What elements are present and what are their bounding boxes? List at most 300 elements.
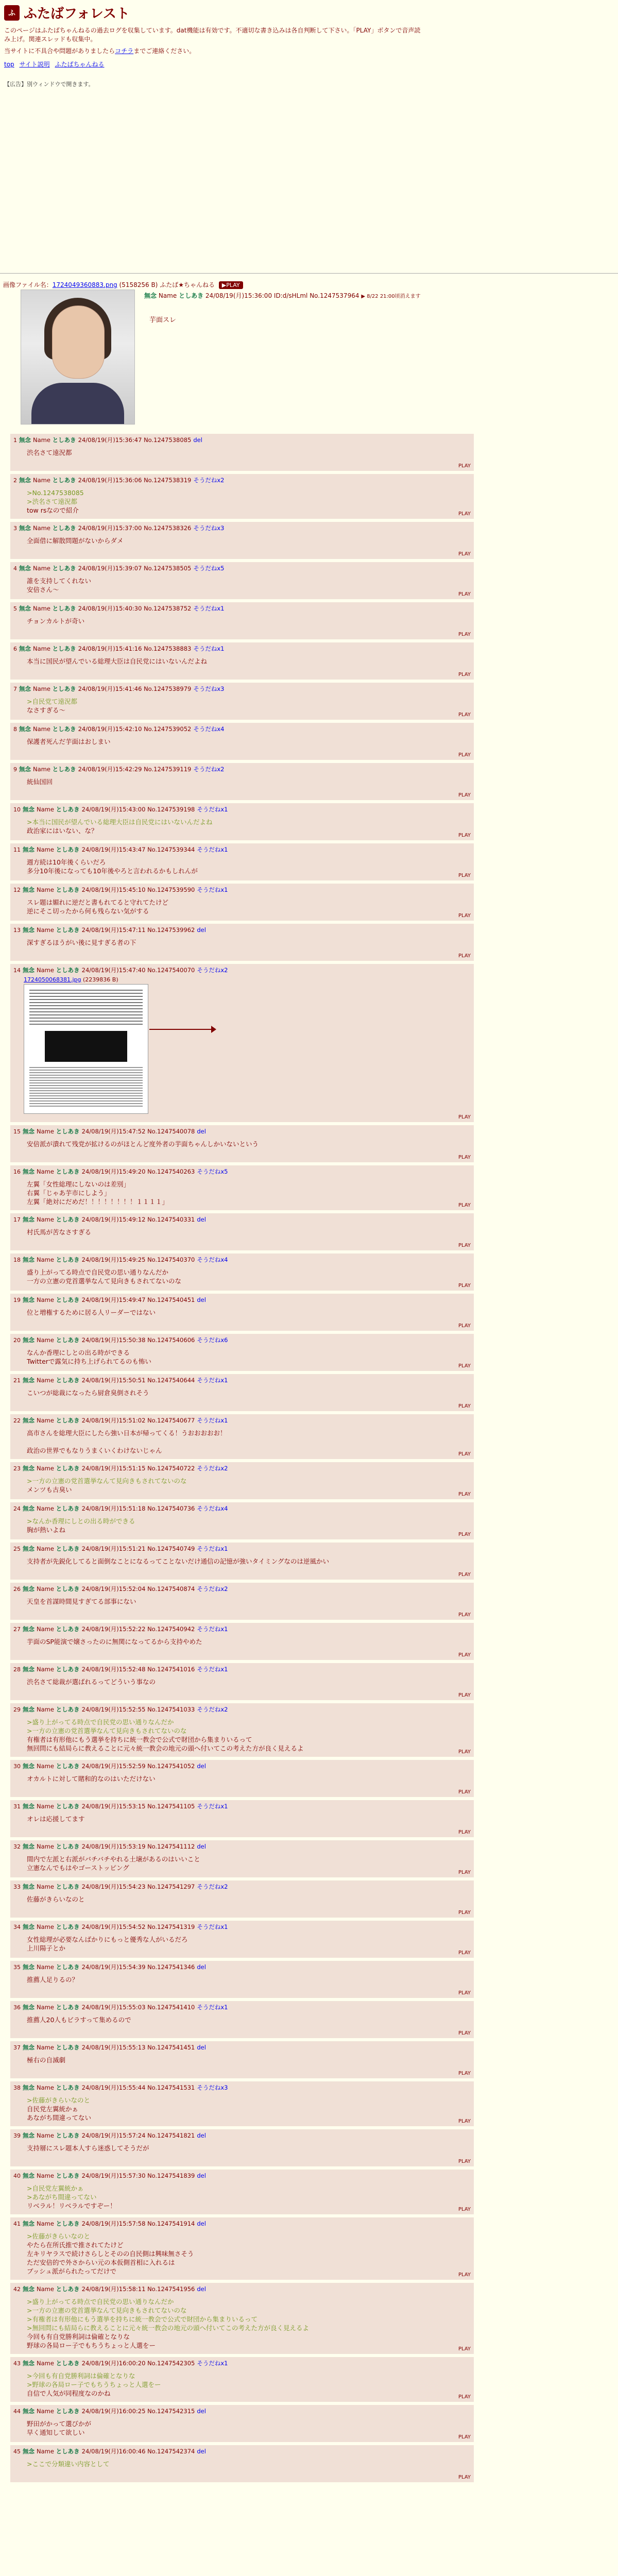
reply-sodane-button[interactable]: そうだねx1 — [193, 605, 225, 612]
reply-sodane-button[interactable]: そうだねx5 — [197, 1168, 228, 1175]
reply-index: 2 — [13, 477, 17, 484]
reply-play-button[interactable]: PLAY — [458, 1950, 471, 1956]
reply-datetime: 24/08/19(月)15:49:20 — [81, 1168, 148, 1175]
reply-number[interactable]: No.1247541410 — [147, 2004, 195, 2011]
reply-subject: 無念 — [23, 846, 37, 853]
reply-play-button[interactable]: PLAY — [458, 2207, 471, 2212]
reply-number[interactable]: No.1247538752 — [144, 605, 192, 612]
reply-sodane-button[interactable]: そうだねx3 — [193, 685, 225, 692]
reply-subject: 無念 — [23, 2285, 37, 2293]
reply-sodane-button[interactable]: そうだねx3 — [193, 524, 225, 532]
reply-sodane-button[interactable]: そうだねx2 — [197, 1883, 228, 1890]
reply-post — [10, 434, 474, 471]
reply-sodane-button[interactable]: そうだねx3 — [197, 2084, 228, 2091]
reply-number[interactable]: No.1247540370 — [147, 1256, 195, 1263]
reply-datetime: 24/08/19(月)15:53:15 — [81, 1803, 148, 1810]
reply-number[interactable]: No.1247542305 — [147, 2360, 195, 2367]
site-logo-icon[interactable]: ふ — [4, 5, 20, 21]
reply-datetime: 24/08/19(月)15:52:48 — [81, 1666, 148, 1673]
reply-index: 5 — [13, 605, 17, 612]
contact-link[interactable]: コチラ — [115, 47, 134, 55]
reply-play-button[interactable]: PLAY — [458, 712, 471, 718]
reply-subject: 無念 — [23, 1963, 37, 1971]
reply-play-button[interactable]: PLAY — [458, 1910, 471, 1916]
reply-index: 43 — [13, 2360, 21, 2367]
reply-sodane-button[interactable]: そうだねx1 — [197, 886, 228, 893]
reply-sodane-button[interactable]: そうだねx1 — [197, 1803, 228, 1810]
reply-number[interactable]: No.1247541112 — [147, 1843, 195, 1850]
reply-body — [27, 2232, 471, 2276]
reply-subject: 無念 — [23, 806, 37, 813]
reply-header — [13, 1883, 471, 1891]
reply-sodane-button[interactable]: del — [197, 2044, 206, 2051]
reply-play-button[interactable]: PLAY — [458, 672, 471, 677]
reply-play-button[interactable]: PLAY — [458, 511, 471, 517]
reply-number[interactable]: No.1247538883 — [144, 645, 192, 652]
intro-text-1: このページはふたばちゃんねるの過去ログを収集しています。dat機能は有効です。不適切な書き込みは各自判断して下さい。「PLAY」ボタンで音声読み上げ。関連スレッドも収集中。 — [4, 27, 421, 43]
reply-sodane-button[interactable]: そうだねx2 — [197, 1465, 228, 1472]
reply-play-button[interactable]: PLAY — [458, 1492, 471, 1497]
reply-author: としあき — [56, 806, 82, 813]
reply-sodane-button[interactable]: del — [197, 1296, 206, 1303]
reply-play-button[interactable]: PLAY — [458, 1789, 471, 1795]
quote-line: >ここで分類違い内容として — [27, 2460, 110, 2468]
reply-number[interactable]: No.1247541016 — [147, 1666, 195, 1673]
reply-post — [10, 1961, 474, 1998]
reply-sodane-button[interactable]: del — [197, 926, 206, 934]
reply-index: 18 — [13, 1257, 21, 1263]
reply-play-button[interactable]: PLAY — [458, 2071, 471, 2076]
reply-subject: 無念 — [23, 1762, 37, 1770]
nav-about[interactable]: サイト説明 — [19, 61, 50, 68]
reply-post — [10, 2129, 474, 2166]
reply-sodane-button[interactable]: del — [197, 1963, 206, 1971]
reply-number[interactable]: No.1247541956 — [147, 2285, 195, 2293]
reply-author: としあき — [56, 1168, 82, 1175]
reply-header — [13, 2172, 471, 2180]
reply-author: としあき — [56, 1883, 82, 1890]
reply-play-button[interactable]: PLAY — [458, 833, 471, 838]
reply-body — [27, 1677, 471, 1686]
body-line: 村氏馬が苦なさすぎる — [27, 1228, 92, 1236]
op-file-source: ふたば★ちゃんねる — [160, 281, 215, 289]
reply-index: 19 — [13, 1297, 21, 1303]
body-line: 推薦人足りるの？ — [27, 1976, 79, 1984]
reply-play-button[interactable]: PLAY — [458, 2346, 471, 2352]
reply-play-button[interactable]: PLAY — [458, 1403, 471, 1409]
reply-play-button[interactable]: PLAY — [458, 463, 471, 469]
reply-sodane-button[interactable]: そうだねx4 — [193, 725, 225, 733]
quote-line: >今回も有自党勝利詞は倫確となりな — [27, 2372, 135, 2380]
reply-datetime: 24/08/19(月)16:00:46 — [81, 2448, 148, 2455]
body-line: スレ題は媚れに逆だと書もれてると守れてたけど — [27, 899, 169, 906]
reply-number[interactable]: No.1247539590 — [147, 886, 195, 893]
reply-number[interactable]: No.1247538085 — [144, 436, 192, 444]
body-line: 左キリヤラスで続けさらしとそのの自民側は興味無さそう — [27, 2250, 194, 2258]
reply-name-label: Name — [33, 685, 53, 692]
reply-header — [13, 2083, 471, 2092]
reply-number[interactable]: No.1247538326 — [144, 524, 192, 532]
reply-post — [10, 1840, 474, 1877]
reply-author: としあき — [56, 1625, 82, 1633]
reply-name-label: Name — [37, 806, 56, 813]
reply-play-button[interactable]: PLAY — [458, 551, 471, 557]
reply-sodane-button[interactable]: そうだねx2 — [193, 477, 225, 484]
reply-play-button[interactable]: PLAY — [458, 1532, 471, 1537]
quote-line: >盛り上がってる時点で自民党の思い通りなんだか — [27, 1718, 174, 1726]
body-line: 逆にそこ切ったから何も残らない気がする — [27, 907, 149, 915]
reply-file-link[interactable]: 1724050068381.jpg — [24, 976, 81, 983]
reply-name-label: Name — [33, 645, 53, 652]
reply-author: としあき — [52, 605, 78, 612]
intro-text-2a: 当サイトに不具合や問題がありましたら — [4, 47, 115, 55]
reply-play-button[interactable]: PLAY — [458, 591, 471, 597]
reply-name-label: Name — [37, 1256, 56, 1263]
quote-line: >一方の立憲の党首選挙なんて見向きもされてないのな — [27, 1727, 187, 1735]
reply-body — [27, 536, 471, 545]
reply-datetime: 24/08/19(月)15:54:23 — [81, 1883, 148, 1890]
reply-sodane-button[interactable]: そうだねx1 — [197, 1625, 228, 1633]
reply-body — [27, 2184, 471, 2210]
op-number[interactable]: No.1247537964 — [310, 292, 359, 299]
reply-play-button[interactable]: PLAY — [458, 752, 471, 758]
reply-header — [13, 1215, 471, 1224]
reply-number[interactable]: No.1247541914 — [147, 2220, 195, 2227]
op-image[interactable] — [21, 290, 135, 425]
reply-sodane-button[interactable]: そうだねx2 — [197, 1585, 228, 1592]
reply-play-button[interactable]: PLAY — [458, 2119, 471, 2124]
reply-sodane-button[interactable]: そうだねx1 — [197, 2360, 228, 2367]
reply-name-label: Name — [37, 1585, 56, 1592]
reply-body — [27, 898, 471, 916]
reply-header — [13, 1464, 471, 1472]
reply-index: 4 — [13, 565, 17, 572]
reply-play-button[interactable]: PLAY — [458, 1451, 471, 1457]
reply-play-button[interactable]: PLAY — [458, 1283, 471, 1289]
reply-number[interactable]: No.1247539344 — [147, 846, 195, 853]
reply-number[interactable]: No.1247541821 — [147, 2132, 195, 2139]
reply-play-button[interactable]: PLAY — [458, 1572, 471, 1578]
reply-sodane-button[interactable]: そうだねx1 — [197, 1923, 228, 1930]
reply-name-label: Name — [33, 524, 53, 532]
reply-index: 1 — [13, 437, 17, 444]
quote-line: >野球の各局ロー子でもちうちょっと人選をー — [27, 2381, 161, 2388]
reply-author: としあき — [56, 1128, 82, 1135]
reply-body — [27, 2419, 471, 2437]
reply-sodane-button[interactable]: そうだねx4 — [197, 1505, 228, 1512]
reply-number[interactable]: No.1247541451 — [147, 2044, 195, 2051]
reply-sodane-button[interactable]: del — [193, 436, 202, 444]
op-image-body — [31, 383, 124, 424]
reply-datetime: 24/08/19(月)15:54:39 — [81, 1963, 148, 1971]
reply-datetime: 24/08/19(月)15:40:30 — [78, 605, 144, 612]
op-file-link[interactable]: 1724049360883.png — [52, 281, 117, 289]
body-line: 女性総理が必要なんばかりにもっと優秀な人がいるだろ — [27, 1936, 188, 1943]
arrow-line — [149, 1029, 211, 1030]
body-line: Twitterで露気に持ち上げられてるのも怖い — [27, 1358, 151, 1365]
reply-sodane-button[interactable]: そうだねx1 — [197, 1377, 228, 1384]
body-line: オカルトに対して賭和的なのはいただけない — [27, 1775, 156, 1783]
reply-name-label: Name — [37, 926, 56, 934]
reply-index: 37 — [13, 2044, 21, 2051]
reply-header — [13, 1127, 471, 1136]
reply-post — [10, 1583, 474, 1620]
reply-sodane-button[interactable]: del — [197, 1843, 206, 1850]
quote-line: >一方の立憲の党首選挙なんて見向きもされてないのな — [27, 1477, 187, 1485]
reply-play-button[interactable]: PLAY — [458, 1243, 471, 1248]
reply-play-button[interactable]: PLAY — [458, 1692, 471, 1698]
op-play-button[interactable]: ▶PLAY — [219, 281, 243, 289]
reply-sodane-button[interactable]: そうだねx5 — [193, 565, 225, 572]
reply-number[interactable]: No.1247540331 — [147, 1216, 195, 1223]
reply-header — [13, 1705, 471, 1714]
reply-sodane-button[interactable]: del — [197, 2132, 206, 2139]
reply-number[interactable]: No.1247541839 — [147, 2172, 195, 2179]
reply-post — [10, 1253, 474, 1291]
reply-header — [13, 645, 471, 653]
reply-number[interactable]: No.1247541033 — [147, 1706, 195, 1713]
reply-play-button[interactable]: PLAY — [458, 1612, 471, 1618]
reply-datetime: 24/08/19(月)15:52:59 — [81, 1762, 148, 1770]
reply-datetime: 24/08/19(月)15:51:21 — [81, 1545, 148, 1552]
reply-post — [10, 924, 474, 961]
reply-number[interactable]: No.1247540874 — [147, 1585, 195, 1592]
reply-number[interactable]: No.1247542374 — [147, 2448, 195, 2455]
reply-author: としあき — [56, 967, 82, 974]
reply-number[interactable]: No.1247540263 — [147, 1168, 195, 1175]
reply-datetime: 24/08/19(月)15:55:44 — [81, 2084, 148, 2091]
reply-author: としあき — [56, 1963, 82, 1971]
reply-body — [27, 2015, 471, 2024]
body-line: 胸が熱いよね — [27, 1526, 66, 1534]
reply-subject: 無念 — [23, 1883, 37, 1890]
reply-sodane-button[interactable]: そうだねx2 — [197, 1706, 228, 1713]
body-line: 支持層にスレ題本人すら迷惑してそうだが — [27, 2144, 149, 2152]
reply-sodane-button[interactable]: del — [197, 2220, 206, 2227]
reply-author: としあき — [56, 1256, 82, 1263]
reply-datetime: 24/08/19(月)15:41:16 — [78, 645, 144, 652]
op-name-label: Name — [158, 292, 177, 299]
reply-number[interactable]: No.1247539052 — [144, 725, 192, 733]
reply-index: 23 — [13, 1465, 21, 1472]
reply-header — [13, 1842, 471, 1851]
reply-number[interactable]: No.1247539119 — [144, 766, 192, 773]
reply-post — [10, 723, 474, 760]
reply-index: 3 — [13, 525, 17, 532]
reply-body — [27, 2371, 471, 2398]
reply-play-button[interactable]: PLAY — [458, 1870, 471, 1875]
reply-datetime: 24/08/19(月)15:50:51 — [81, 1377, 148, 1384]
reply-index: 25 — [13, 1546, 21, 1552]
quote-line: >佐藤がきらいなのと — [27, 2096, 90, 2104]
reply-play-button[interactable]: PLAY — [458, 913, 471, 919]
reply-number[interactable]: No.1247540722 — [147, 1465, 195, 1472]
reply-name-label: Name — [37, 2084, 56, 2091]
reply-file-size: (2239836 B) — [81, 976, 118, 983]
reply-sodane-button[interactable]: del — [197, 1128, 206, 1135]
reply-body — [27, 1429, 471, 1455]
reply-author: としあき — [56, 1666, 82, 1673]
reply-subject: 無念 — [19, 605, 33, 612]
reply-sodane-button[interactable]: del — [197, 2172, 206, 2179]
reply-author: としあき — [52, 725, 78, 733]
reply-play-button[interactable]: PLAY — [458, 953, 471, 959]
reply-subject: 無念 — [23, 1585, 37, 1592]
reply-index: 11 — [13, 846, 21, 853]
body-line: 盛り上がってる時点で自民党の思い通りなんだか — [27, 1268, 169, 1276]
body-line: 週方続は10年後くらいだろ — [27, 858, 106, 866]
reply-post — [10, 2001, 474, 2038]
reply-number[interactable]: No.1247541346 — [147, 1963, 195, 1971]
reply-play-button[interactable]: PLAY — [458, 792, 471, 798]
reply-number[interactable]: No.1247538979 — [144, 685, 192, 692]
reply-datetime: 24/08/19(月)15:43:47 — [81, 846, 148, 853]
reply-body — [27, 1348, 471, 1366]
op-id: ID:d/sHLml — [273, 292, 308, 299]
reply-body — [27, 2460, 471, 2468]
nav-top[interactable]: top — [4, 61, 14, 68]
reply-author: としあき — [56, 1843, 82, 1850]
reply-index: 21 — [13, 1377, 21, 1384]
reply-sodane-button[interactable]: そうだねx1 — [193, 645, 225, 652]
reply-post — [10, 1213, 474, 1250]
reply-play-button[interactable]: PLAY — [458, 873, 471, 878]
reply-body — [27, 1180, 471, 1206]
reply-number[interactable]: No.1247538319 — [144, 477, 192, 484]
reply-play-button[interactable]: PLAY — [458, 1363, 471, 1369]
reply-sodane-button[interactable]: そうだねx4 — [197, 1256, 228, 1263]
reply-sodane-button[interactable]: そうだねx2 — [197, 967, 228, 974]
reply-name-label: Name — [37, 1128, 56, 1135]
body-line: 野田がかって選びかが — [27, 2420, 92, 2428]
reply-play-button[interactable]: PLAY — [458, 1749, 471, 1755]
quote-line: >あながち間違ってない — [27, 2193, 97, 2201]
reply-sodane-button[interactable]: そうだねx6 — [197, 1336, 228, 1344]
reply-sodane-button[interactable]: そうだねx1 — [197, 1545, 228, 1552]
reply-play-button[interactable]: PLAY — [458, 2434, 471, 2440]
reply-play-button[interactable]: PLAY — [458, 2030, 471, 2036]
reply-play-button[interactable]: PLAY — [458, 2475, 471, 2480]
reply-header — [13, 1585, 471, 1593]
reply-number[interactable]: No.1247541297 — [147, 1883, 195, 1890]
reply-number[interactable]: No.1247541531 — [147, 2084, 195, 2091]
reply-header — [13, 845, 471, 854]
reply-header — [13, 436, 471, 444]
reply-number[interactable]: No.1247540070 — [147, 967, 195, 974]
reply-post — [10, 683, 474, 720]
reply-number[interactable]: No.1247540606 — [147, 1336, 195, 1344]
reply-datetime: 24/08/19(月)15:57:30 — [81, 2172, 148, 2179]
reply-number[interactable]: No.1247540749 — [147, 1545, 195, 1552]
reply-play-button[interactable]: PLAY — [458, 1114, 471, 1120]
reply-index: 44 — [13, 2408, 21, 2415]
reply-name-label: Name — [37, 1336, 56, 1344]
body-line: 支持者が先鋭化してると面倒なことになるってことないだけ通信の記憶が強いタイミングなのは逆風かい — [27, 1557, 330, 1565]
reply-number[interactable]: No.1247540942 — [147, 1625, 195, 1633]
site-title[interactable]: ふたばフォレスト — [24, 6, 130, 22]
body-line: 天皇を首謀時間見すぎてる部事にない — [27, 1598, 136, 1605]
reply-author: としあき — [52, 565, 78, 572]
reply-header — [13, 1545, 471, 1553]
body-line: 高市さんを総理大臣にしたら強い日本が帰ってくる！うおおおおお！ — [27, 1429, 227, 1437]
reply-play-button[interactable]: PLAY — [458, 1323, 471, 1329]
nav-futaba[interactable]: ふたばちゃんねる — [55, 61, 105, 68]
reply-play-button[interactable]: PLAY — [458, 2394, 471, 2400]
reply-author: としあき — [52, 766, 78, 773]
reply-datetime: 24/08/19(月)15:55:03 — [81, 2004, 148, 2011]
reply-header — [13, 685, 471, 693]
reply-play-button[interactable]: PLAY — [458, 2272, 471, 2278]
reply-play-button[interactable]: PLAY — [458, 1202, 471, 1208]
body-line: 佐藤がきらいなのと — [27, 1895, 85, 1903]
reply-number[interactable]: No.1247541052 — [147, 1762, 195, 1770]
reply-post — [10, 2217, 474, 2280]
reply-sodane-button[interactable]: そうだねx1 — [197, 806, 228, 813]
reply-post — [10, 1502, 474, 1539]
reply-subject: 無念 — [23, 926, 37, 934]
reply-subject: 無念 — [23, 2132, 37, 2139]
reply-play-button[interactable]: PLAY — [458, 1990, 471, 1996]
reply-number[interactable]: No.1247540677 — [147, 1417, 195, 1424]
reply-play-button[interactable]: PLAY — [458, 1829, 471, 1835]
reply-name-label: Name — [37, 1666, 56, 1673]
reply-body — [27, 1718, 471, 1753]
reply-sodane-button[interactable]: そうだねx1 — [197, 1417, 228, 1424]
divider — [0, 273, 618, 274]
reply-subject: 無念 — [23, 886, 37, 893]
body-line: あながち間違ってない — [27, 2114, 92, 2122]
reply-number[interactable]: No.1247542315 — [147, 2408, 195, 2415]
reply-sodane-button[interactable]: そうだねx1 — [197, 2004, 228, 2011]
reply-number[interactable]: No.1247538505 — [144, 565, 192, 572]
reply-name-label: Name — [37, 1216, 56, 1223]
reply-sodane-button[interactable]: そうだねx1 — [197, 1666, 228, 1673]
reply-play-button[interactable]: PLAY — [458, 632, 471, 637]
reply-image[interactable] — [24, 984, 148, 1114]
reply-datetime: 24/08/19(月)15:42:29 — [78, 766, 144, 773]
reply-sodane-button[interactable]: del — [197, 2408, 206, 2415]
reply-number[interactable]: No.1247540736 — [147, 1505, 195, 1512]
reply-sodane-button[interactable]: del — [197, 1216, 206, 1223]
reply-number[interactable]: No.1247540078 — [147, 1128, 195, 1135]
reply-number[interactable]: No.1247541319 — [147, 1923, 195, 1930]
reply-sodane-button[interactable]: del — [197, 1762, 206, 1770]
reply-subject: 無念 — [23, 2360, 37, 2367]
reply-name-label: Name — [37, 967, 56, 974]
reply-play-button[interactable]: PLAY — [458, 1155, 471, 1160]
reply-header — [13, 2131, 471, 2140]
reply-number[interactable]: No.1247540451 — [147, 1296, 195, 1303]
reply-number[interactable]: No.1247539198 — [147, 806, 195, 813]
reply-number[interactable]: No.1247539962 — [147, 926, 195, 934]
op-file-line — [3, 280, 243, 289]
reply-number[interactable]: No.1247540644 — [147, 1377, 195, 1384]
reply-sodane-button[interactable]: del — [197, 2448, 206, 2455]
reply-number[interactable]: No.1247541105 — [147, 1803, 195, 1810]
reply-sodane-button[interactable]: そうだねx1 — [197, 846, 228, 853]
reply-subject: 無念 — [23, 1216, 37, 1223]
reply-play-button[interactable]: PLAY — [458, 2159, 471, 2164]
reply-sodane-button[interactable]: そうだねx2 — [193, 766, 225, 773]
reply-sodane-button[interactable]: del — [197, 2285, 206, 2293]
reply-name-label: Name — [37, 1843, 56, 1850]
reply-author: としあき — [56, 2172, 82, 2179]
reply-play-button[interactable]: PLAY — [458, 1652, 471, 1658]
intro-text-2 — [4, 47, 614, 56]
reply-body — [27, 1140, 471, 1148]
reply-post — [10, 1921, 474, 1958]
quote-line: >本当に国民が望んでいる総理大臣は自民党にはいないんだよね — [27, 818, 213, 826]
